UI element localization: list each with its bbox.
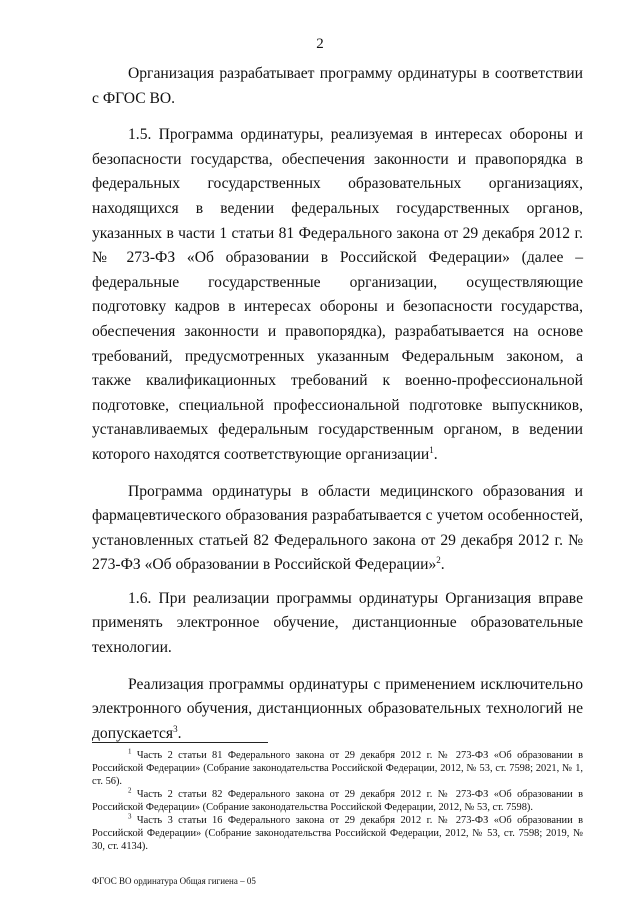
paragraph-1-5: 1.5. Программа ординатуры, реализуемая в интересах обороны и безопасности государства, обеспечения законности и правопорядка в федеральных государственных образовательных организациях, находящихся в ведении федеральных государственных органов, указанных в части 1 статьи 81 Федерального закона от 29 декабря 2012 г. № 273-ФЗ «Об образовании в Российской Федерации» (далее – федеральные государственные организации, осуществляющие подготовку кадров в интересах обороны и безопасности государства, обеспечения законности и правопорядка), разрабатывается на основе требований, предусмотренных указанным Федеральным законом, а также квалификационных требований к военно-профессиональной подготовке, специальной профессиональной подготовке выпускников, устанавливаемых федеральным государственным органом, в ведении которого находятся соответствующие организации$^1$. xyxy=(92,126,583,463)
paragraph: Организация разрабатывает программу ординатуры в соответствии с ФГОС ВО. xyxy=(92,65,583,107)
page-number: 2 xyxy=(316,36,324,52)
document-footer-label: ФГОС ВО ординатура Общая гигиена – 05 xyxy=(92,876,256,886)
paragraph-1-6: 1.6. При реализации программы ординатуры Организация вправе применять электронное обучение, дистанционные образовательные технологии. xyxy=(92,589,583,657)
footnote-item: $^1$ Часть 2 статьи 81 Федерального закона от 29 декабря 2012 г. № 273-ФЗ «Об образовании в Российской Федерации» (Собрание законодательства Российской Федерации, 2012, № 53, ст. 7598; 2021, № 1, ст. 56). xyxy=(92,747,583,787)
footnote-ref[interactable]: 1 xyxy=(429,444,434,455)
footnote-ref[interactable]: 3 xyxy=(173,723,178,734)
paragraph: Реализация программы ординатуры с применением исключительно электронного обучения, дистанционных образовательных технологий не допускается$^3$. xyxy=(92,675,583,742)
footnote-item: $^2$ Часть 2 статьи 82 Федерального закона от 29 декабря 2012 г. № 273-ФЗ «Об образовании в Российской Федерации» (Собрание законодательства Российской Федерации, 2012, № 53, ст. 7598). xyxy=(92,786,583,813)
paragraph: Программа ординатуры в области медицинского образования и фармацевтического образования разрабатывается с учетом особенностей, установленных статьей 82 Федерального закона от 29 декабря 2012 г. № 273-ФЗ «Об образовании в Российской Федерации»$^2$. xyxy=(92,482,583,574)
footnotes xyxy=(92,749,583,853)
footnote-ref[interactable]: 2 xyxy=(436,555,441,566)
footnote-item: $^3$ Часть 3 статьи 16 Федерального закона от 29 декабря 2012 г. № 273-ФЗ «Об образовании в Российской Федерации» (Собрание законодательства Российской Федерации, 2012, № 53, ст. 7598; 2019, № 30, ст. 4134). xyxy=(92,812,583,852)
main-text xyxy=(92,62,583,746)
footnote-divider xyxy=(92,742,268,743)
